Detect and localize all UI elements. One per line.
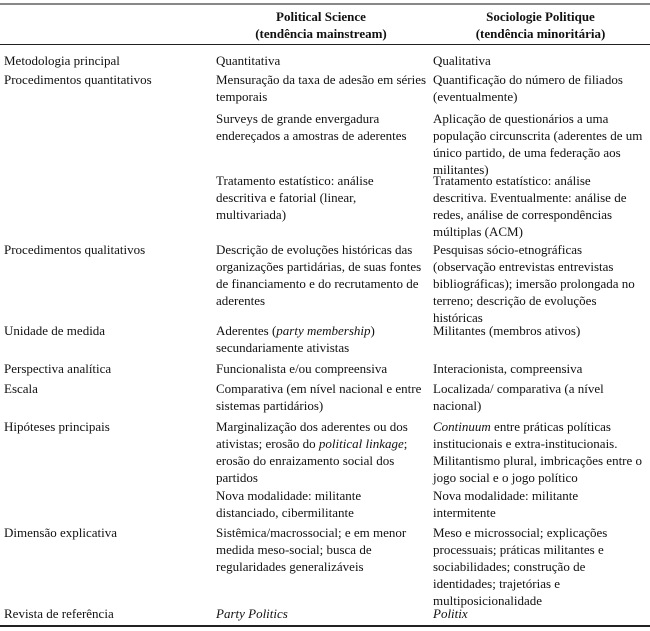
text-line: único partido, de uma federação aos [433, 145, 621, 160]
text-line: aderentes [216, 293, 266, 308]
text-line: sistemas partidários) [216, 398, 324, 413]
row-label: Dimensão explicativa [4, 525, 117, 540]
text-line: sociabilidades; construção de [433, 559, 586, 574]
text-line: Quantitativa [216, 53, 281, 68]
text-line: população circunscrita (aderentes de um [433, 128, 643, 143]
political-science-cell [216, 241, 421, 309]
sociologie-politique-cell [433, 380, 604, 414]
text-line: Comparativa (em nível nacional e entre [216, 381, 422, 396]
political-science-cell [216, 360, 387, 377]
text-line: Descrição de evoluções históricas das [216, 242, 413, 257]
text-line: processuais; práticas militantes e [433, 542, 604, 557]
sociologie-politique-cell [433, 524, 607, 609]
text-line: múltiplas (ACM) [433, 224, 523, 239]
political-science-cell [216, 322, 375, 356]
text-line: identidades; trajetórias e [433, 576, 561, 591]
text-line: Funcionalista e/ou compreensiva [216, 361, 388, 376]
sociologie-politique-cell [433, 172, 626, 240]
text-line: jogo social e o jogo político [433, 470, 578, 485]
bottom-rule [0, 625, 650, 627]
text-line: medida meso-social; busca de [216, 542, 372, 557]
sociologie-politique-cell [433, 605, 468, 622]
text-segment: ) [370, 323, 375, 338]
text-line: institucionais e extra-institucionais. [433, 436, 618, 451]
row-label: Perspectiva analítica [4, 361, 112, 376]
political-science-cell [216, 418, 408, 486]
text-line: militantes) [433, 162, 489, 177]
text-line: Tratamento estatístico: análise [433, 173, 591, 188]
row-label: Escala [4, 381, 38, 396]
text-line: erosão do enraizamento social dos [216, 453, 395, 468]
text-line: descritiva e fatorial (linear, [216, 190, 357, 205]
text-line: Surveys de grande envergadura [216, 111, 380, 126]
text-line: Marginalização dos aderentes ou dos [216, 419, 408, 434]
text-line: secundariamente ativistas [216, 340, 350, 355]
text-line: descritiva. Eventualmente: análise de [433, 190, 627, 205]
text-line: Nova modalidade: militante [216, 488, 362, 503]
sociologie-politique-cell [433, 71, 623, 105]
row-label: Hipóteses principais [4, 419, 110, 434]
text-segment: entre práticas políticas [490, 419, 611, 434]
text-line: organizações partidárias, de suas fontes [216, 259, 422, 274]
sociologie-politique-cell [433, 241, 635, 326]
sociologie-politique-cell [433, 487, 578, 521]
header-title: Sociologie Politique [486, 9, 595, 24]
political-science-cell [216, 110, 407, 144]
text-line: multivariada) [216, 207, 287, 222]
text-line: multiposicionalidade [433, 593, 543, 608]
text-line: Militantismo plural, imbricações entre o [433, 453, 643, 468]
header-subtitle: (tendência mainstream) [255, 26, 387, 41]
top-rule [0, 3, 650, 5]
political-science-cell [216, 52, 280, 69]
text-line: Mensuração da taxa de adesão em séries [216, 72, 427, 87]
italic-text: party membership [276, 323, 371, 338]
text-line: partidos [216, 470, 258, 485]
header-subtitle: (tendência minoritária) [475, 26, 606, 41]
sociologie-politique-cell [433, 360, 582, 377]
text-line: bibliográficas); imersão prolongada no [433, 276, 635, 291]
text-line [216, 322, 375, 339]
sociologie-politique-cell [433, 110, 642, 178]
row-label: Procedimentos quantitativos [4, 72, 152, 87]
italic-text: political linkage [318, 436, 404, 451]
text-line: Sistêmica/macrossocial; e em menor [216, 525, 407, 540]
text-line: Nova modalidade: militante [433, 488, 579, 503]
row-label: Revista de referência [4, 606, 114, 621]
sociologie-politique-cell [433, 322, 580, 339]
sociologie-politique-cell [433, 52, 491, 69]
text-line: (eventualmente) [433, 89, 518, 104]
text-line [216, 435, 408, 452]
text-segment: Aderentes ( [216, 323, 277, 338]
header-rule [0, 44, 650, 45]
text-line: nacional) [433, 398, 482, 413]
text-line: Tratamento estatístico: análise [216, 173, 374, 188]
text-line: de financiamento e do recrutamento de [216, 276, 419, 291]
text-line: Interacionista, compreensiva [433, 361, 583, 376]
text-line: Quantificação do número de filiados [433, 72, 623, 87]
text-line: endereçados a amostras de aderentes [216, 128, 407, 143]
text-line: distanciado, cibermilitante [216, 505, 354, 520]
text-line [433, 418, 642, 435]
political-science-cell [216, 524, 406, 575]
text-segment: ativistas; erosão do [216, 436, 319, 451]
text-line: temporais [216, 89, 268, 104]
text-line: intermitente [433, 505, 496, 520]
text-line: regularidades generalizáveis [216, 559, 364, 574]
political-science-cell [216, 71, 426, 105]
text-line: Party Politics [216, 606, 288, 621]
row-label: Metodologia principal [4, 53, 120, 68]
political-science-cell [216, 487, 361, 521]
sociologie-politique-cell [433, 418, 642, 486]
row-label: Unidade de medida [4, 323, 106, 338]
text-line: terreno; descrição de evoluções [433, 293, 597, 308]
text-line: Localizada/ comparativa (a nível [433, 381, 604, 396]
text-line: redes, análise de correspondências [433, 207, 613, 222]
text-line: históricas [433, 310, 483, 325]
text-line: Qualitativa [433, 53, 491, 68]
italic-text: Continuum [433, 419, 491, 434]
political-science-cell [216, 172, 374, 223]
header-political-science [216, 8, 426, 42]
row-label: Procedimentos qualitativos [4, 242, 146, 257]
text-line: Aplicação de questionários a uma [433, 111, 609, 126]
header-title: Political Science [276, 9, 366, 24]
text-line: (observação entrevistas entrevistas [433, 259, 614, 274]
political-science-cell [216, 380, 421, 414]
text-line: Pesquisas sócio-etnográficas [433, 242, 583, 257]
political-science-cell [216, 605, 288, 622]
text-segment: ; [403, 436, 408, 451]
text-line: Militantes (membros ativos) [433, 323, 581, 338]
text-line: Meso e microssocial; explicações [433, 525, 608, 540]
text-line: Politix [433, 606, 468, 621]
header-sociologie-politique [433, 8, 648, 42]
